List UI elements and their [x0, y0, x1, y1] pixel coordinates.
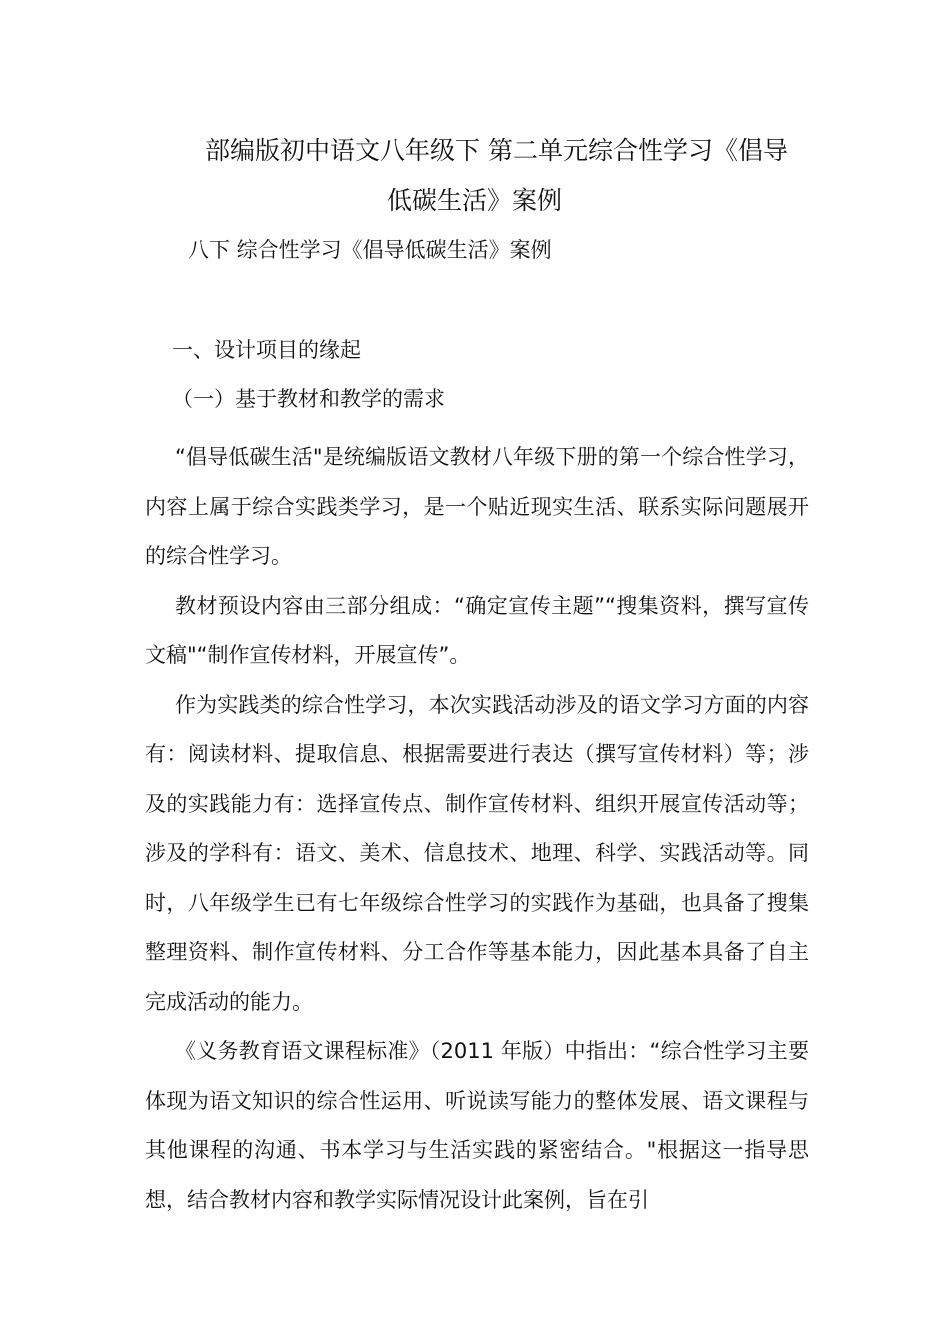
- paragraph-2: 教材预设内容由三部分组成：“确定宣传主题”“搜集资料，撰写宣传文稿"“制作宣传材料，开展宣传”。: [145, 593, 809, 667]
- document-title-line-2: 低碳生活》案例: [387, 186, 563, 215]
- document-title-line-1: 部编版初中语文八年级下 第二单元综合性学习《倡导: [205, 136, 788, 165]
- document-subtitle: 八下 综合性学习《倡导低碳生活》案例: [188, 238, 552, 262]
- paragraph-1: “倡导低碳生活"是统编版语文教材八年级下册的第一个综合性学习，内容上属于综合实践类学习，是一个贴近现实生活、联系实际问题展开的综合性学习。: [145, 445, 809, 568]
- section-heading: 一、设计项目的缘起: [172, 338, 361, 362]
- paragraph-4: 《义务教育语文课程标准》（2011 年版）中指出：“综合性学习主要体现为语文知识的综合性运用、听说读写能力的整体发展、语文课程与其他课程的沟通、书本学习与生活实践的紧密结合。"根据这一指导思想，结合教材内容和教学实际情况设计此案例，旨在引: [145, 1039, 809, 1212]
- subsection-heading: （一）基于教材和教学的需求: [172, 387, 445, 411]
- body-text: [145, 433, 809, 1225]
- paragraph-3: 作为实践类的综合性学习，本次实践活动涉及的语文学习方面的内容有：阅读材料、提取信息、根据需要进行表达（撰写宣传材料）等；涉及的实践能力有：选择宣传点、制作宣传材料、组织开展宣传活动等；涉及的学科有：语文、美术、信息技术、地理、科学、实践活动等。同时，八年级学生已有七年级综合性学习的实践作为基础，也具备了搜集整理资料、制作宣传材料、分工合作等基本能力，因此基本具备了自主完成活动的能力。: [145, 692, 809, 1014]
